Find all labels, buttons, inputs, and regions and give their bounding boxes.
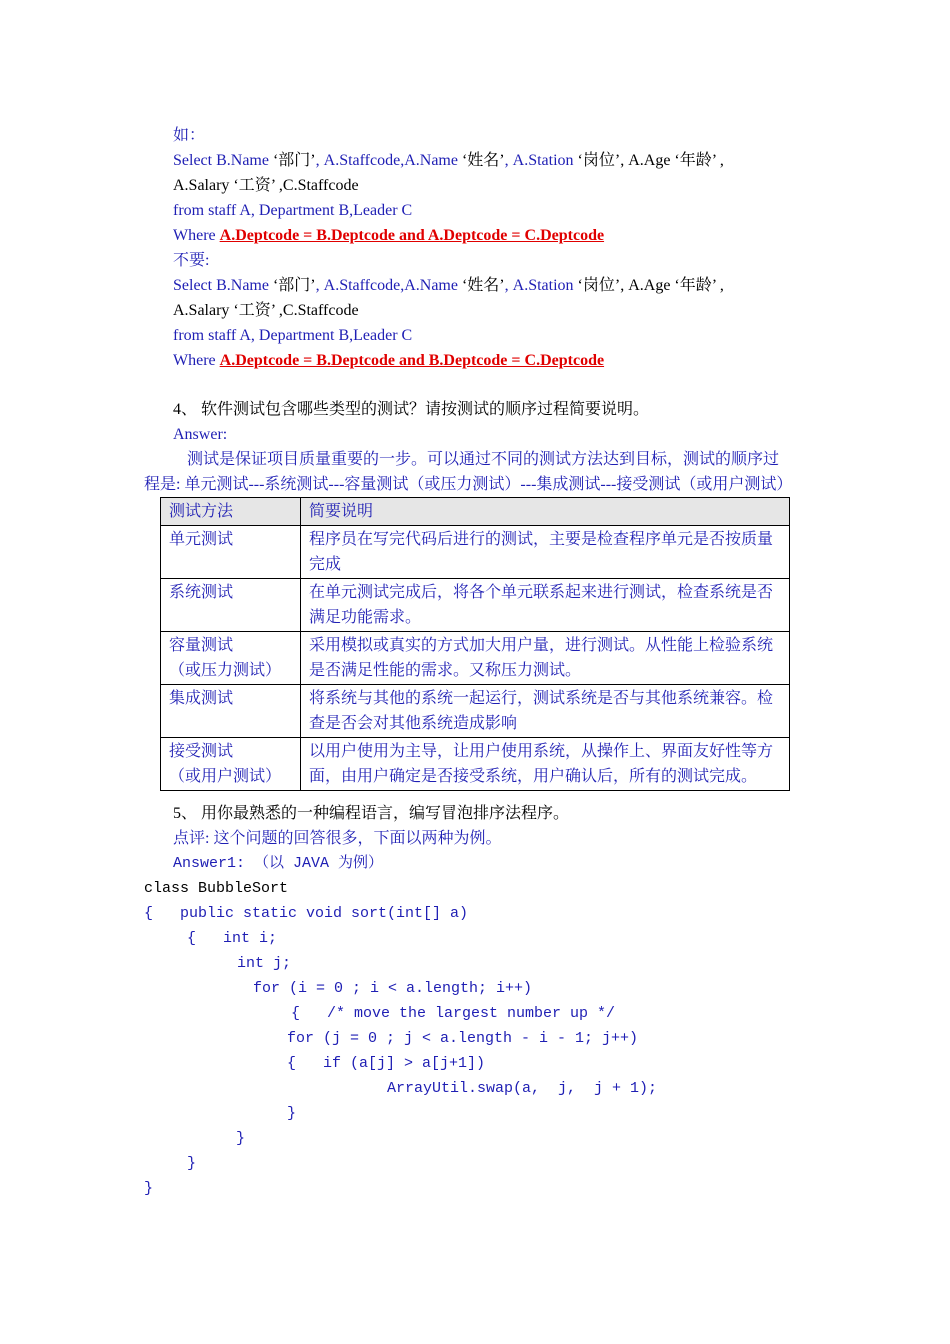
test-method-name: 容量测试 [169, 637, 234, 654]
test-method-name: 系统测试 [169, 584, 234, 601]
test-method-cell [161, 738, 301, 791]
select-fields: Select B.Name [173, 152, 269, 169]
select-fields: , A.Age [620, 277, 671, 294]
test-method-name: 接受测试 [169, 743, 234, 760]
select-fields: , A.Staffcode,A.Name [315, 152, 458, 169]
alias-station: ‘岗位’ [577, 152, 621, 169]
q4-question: 4、 软件测试包含哪些类型的测试？请按测试的顺序过程简要说明。 [173, 401, 650, 418]
query-good-select-line [173, 148, 724, 173]
table-row [161, 579, 790, 632]
test-method-cell [161, 632, 301, 685]
code-line: { /* move the largest number up */ [291, 1005, 616, 1022]
bad-label: 不要: [173, 252, 210, 269]
code-line: { int i; [187, 930, 278, 947]
table-row [161, 526, 790, 579]
query-good-where-line [173, 223, 604, 248]
code-line: for (i = 0 ; i < a.length; i++) [253, 980, 533, 997]
test-method-cell [161, 685, 301, 738]
select-fields: , A.Staffcode,A.Name [315, 277, 458, 294]
test-description-cell: 以用户使用为主导，让用户使用系统，从操作上、界面友好性等方面，由用户确定是否接受系统，用户确认后，所有的测试完成。 [301, 738, 790, 791]
where-condition-highlight: A.Deptcode = B.Deptcode and A.Deptcode = C.Deptcode [219, 227, 605, 244]
alias-name: ‘姓名’ [461, 277, 505, 294]
q5-question: 5、 用你最熟悉的一种编程语言，编写冒泡排序法程序。 [173, 805, 570, 822]
alias-station: ‘岗位’ [577, 277, 621, 294]
where-keyword: Where [173, 352, 216, 369]
code-line: } [287, 1105, 297, 1122]
table-header-row [161, 498, 790, 526]
alias-dept: ‘部门’ [272, 277, 316, 294]
table-row [161, 685, 790, 738]
example-label: 如： [173, 127, 206, 144]
alias-name: ‘姓名’ [461, 152, 505, 169]
query-bad-from-line: from staff A, Department B,Leader C [173, 327, 413, 344]
test-method-alt-name: （或用户测试） [169, 768, 282, 785]
query-good-from-line: from staff A, Department B,Leader C [173, 202, 413, 219]
q4-answer-line1: 测试是保证项目质量重要的一步。可以通过不同的测试方法达到目标，测试的顺序过 [187, 451, 780, 468]
select-fields: Select B.Name [173, 277, 269, 294]
code-line: { if (a[j] > a[j+1]) [287, 1055, 486, 1072]
q5-comment: 点评: 这个问题的回答很多，下面以两种为例。 [173, 830, 502, 847]
test-types-table [160, 497, 790, 791]
code-line: } [144, 1180, 154, 1197]
test-method-cell [161, 526, 301, 579]
where-keyword: Where [173, 227, 216, 244]
query-bad-salary-line: A.Salary ‘工资’ ,C.Staffcode [173, 302, 359, 319]
table-row [161, 632, 790, 685]
query-bad-where-line [173, 348, 604, 373]
line-tail: , [716, 277, 724, 294]
code-line: } [236, 1130, 246, 1147]
test-method-name: 集成测试 [169, 690, 234, 707]
alias-age: ‘年龄’ [674, 277, 717, 294]
code-line: } [187, 1155, 197, 1172]
test-description-cell: 采用模拟或真实的方式加大用户量，进行测试。从性能上检验系统是否满足性能的需求。又称压力测试。 [301, 632, 790, 685]
header-description: 简要说明 [301, 498, 790, 526]
code-line: ArrayUtil.swap(a, j, j + 1); [387, 1080, 658, 1097]
select-fields: , A.Age [620, 152, 671, 169]
test-description-cell: 将系统与其他的系统一起运行，测试系统是否与其他系统兼容。检查是否会对其他系统造成影响 [301, 685, 790, 738]
select-fields: , A.Station [504, 277, 574, 294]
code-line: int j; [237, 955, 292, 972]
query-bad-select-line [173, 273, 724, 298]
q4-answer-label: Answer: [173, 426, 228, 443]
code-line: class BubbleSort [144, 880, 289, 897]
code-line: for (j = 0 ; j < a.length - i - 1; j++) [287, 1030, 639, 1047]
test-method-name: 单元测试 [169, 531, 234, 548]
test-method-alt-name: （或压力测试） [169, 662, 282, 679]
test-description-cell: 在单元测试完成后，将各个单元联系起来进行测试，检查系统是否满足功能需求。 [301, 579, 790, 632]
q4-answer-line2: 程是: 单元测试---系统测试---容量测试（或压力测试）---集成测试---接受测试（或用户测试） [144, 476, 793, 493]
where-condition-highlight: A.Deptcode = B.Deptcode and B.Deptcode = C.Deptcode [219, 352, 605, 369]
test-method-cell [161, 579, 301, 632]
q5-answer1-label: Answer1: （以 JAVA 为例） [173, 855, 384, 872]
alias-age: ‘年龄’ [674, 152, 717, 169]
code-line: { public static void sort(int[] a) [144, 905, 469, 922]
query-good-salary-line: A.Salary ‘工资’ ,C.Staffcode [173, 177, 359, 194]
header-method: 测试方法 [161, 498, 301, 526]
line-tail: , [716, 152, 724, 169]
test-description-cell: 程序员在写完代码后进行的测试，主要是检查程序单元是否按质量完成 [301, 526, 790, 579]
table-row [161, 738, 790, 791]
alias-dept: ‘部门’ [272, 152, 316, 169]
select-fields: , A.Station [504, 152, 574, 169]
